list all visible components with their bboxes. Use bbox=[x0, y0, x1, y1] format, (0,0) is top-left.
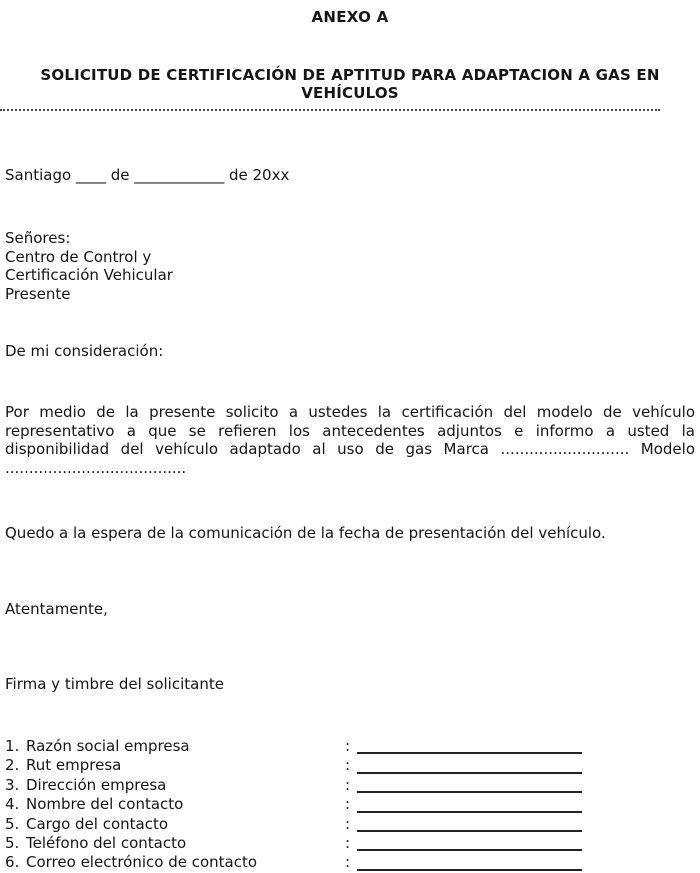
contact-field-number: 6. bbox=[5, 853, 20, 872]
contact-fields-list bbox=[5, 737, 695, 873]
contact-field-row bbox=[5, 815, 695, 834]
contact-field-blank-line bbox=[357, 772, 582, 774]
contact-field-number: 3. bbox=[5, 775, 20, 794]
recipient-line: Centro de Control y bbox=[5, 247, 152, 266]
contact-field-colon: : bbox=[345, 814, 351, 833]
contact-field-label: Teléfono del contacto bbox=[26, 833, 187, 852]
contact-field-number: 1. bbox=[5, 737, 20, 755]
contact-field-row bbox=[5, 737, 695, 756]
recipient-lines bbox=[5, 248, 695, 304]
contact-field-label: Cargo del contacto bbox=[26, 814, 169, 833]
contact-field-colon: : bbox=[345, 756, 351, 775]
contact-field-colon: : bbox=[345, 833, 351, 852]
contact-field-row bbox=[5, 795, 695, 814]
contact-field-colon: : bbox=[345, 775, 351, 794]
contact-field-label: Razón social empresa bbox=[26, 737, 190, 755]
dotted-divider bbox=[0, 109, 660, 111]
wait-line: Quedo a la espera de la comunicación de la fecha de presentación del vehículo. bbox=[5, 524, 606, 542]
contact-field-label: Nombre del contacto bbox=[26, 795, 184, 814]
contact-field-colon: : bbox=[345, 853, 351, 872]
contact-field-row bbox=[5, 853, 695, 872]
recipient-line: Presente bbox=[5, 284, 71, 303]
contact-field-label: Correo electrónico de contacto bbox=[26, 853, 258, 872]
date-line: Santiago ____ de ____________ de 20xx bbox=[5, 166, 290, 184]
recipient-block bbox=[5, 229, 695, 303]
contact-field-blank-line bbox=[357, 752, 582, 754]
contact-field-number: 5. bbox=[5, 814, 20, 833]
contact-field-blank-line bbox=[357, 869, 582, 871]
annex-title: ANEXO A bbox=[311, 8, 389, 26]
contact-field-blank-line bbox=[357, 849, 582, 851]
contact-field-colon: : bbox=[345, 737, 351, 755]
recipient-line: Certificación Vehicular bbox=[5, 266, 173, 284]
contact-field-blank-line bbox=[357, 811, 582, 813]
contact-field-blank-line bbox=[357, 791, 582, 793]
closing-line: Atentamente, bbox=[5, 600, 108, 618]
contact-field-row bbox=[5, 776, 695, 795]
contact-field-number: 5. bbox=[5, 833, 20, 852]
contact-field-number: 4. bbox=[5, 795, 20, 814]
contact-field-row bbox=[5, 756, 695, 775]
body-paragraph: Por medio de la presente solicito a ustedes la certificación del modelo de vehículo representativo a que se refieren los antecedentes adjuntos e informo a usted la disponibilidad del vehículo adaptado al uso de gas Marca ........................... Modelo ...................................... bbox=[5, 403, 695, 477]
signature-caption: Firma y timbre del solicitante bbox=[5, 675, 224, 693]
contact-field-blank-line bbox=[357, 830, 582, 832]
greeting-line: De mi consideración: bbox=[5, 342, 164, 360]
recipient-salutation: Señores: bbox=[5, 229, 71, 247]
contact-field-row bbox=[5, 834, 695, 853]
document-title: SOLICITUD DE CERTIFICACIÓN DE APTITUD PARA ADAPTACION A GAS EN VEHÍCULOS bbox=[40, 66, 660, 102]
contact-field-colon: : bbox=[345, 795, 351, 814]
contact-field-label: Dirección empresa bbox=[26, 775, 167, 794]
contact-field-number: 2. bbox=[5, 756, 20, 775]
contact-field-label: Rut empresa bbox=[26, 756, 122, 775]
